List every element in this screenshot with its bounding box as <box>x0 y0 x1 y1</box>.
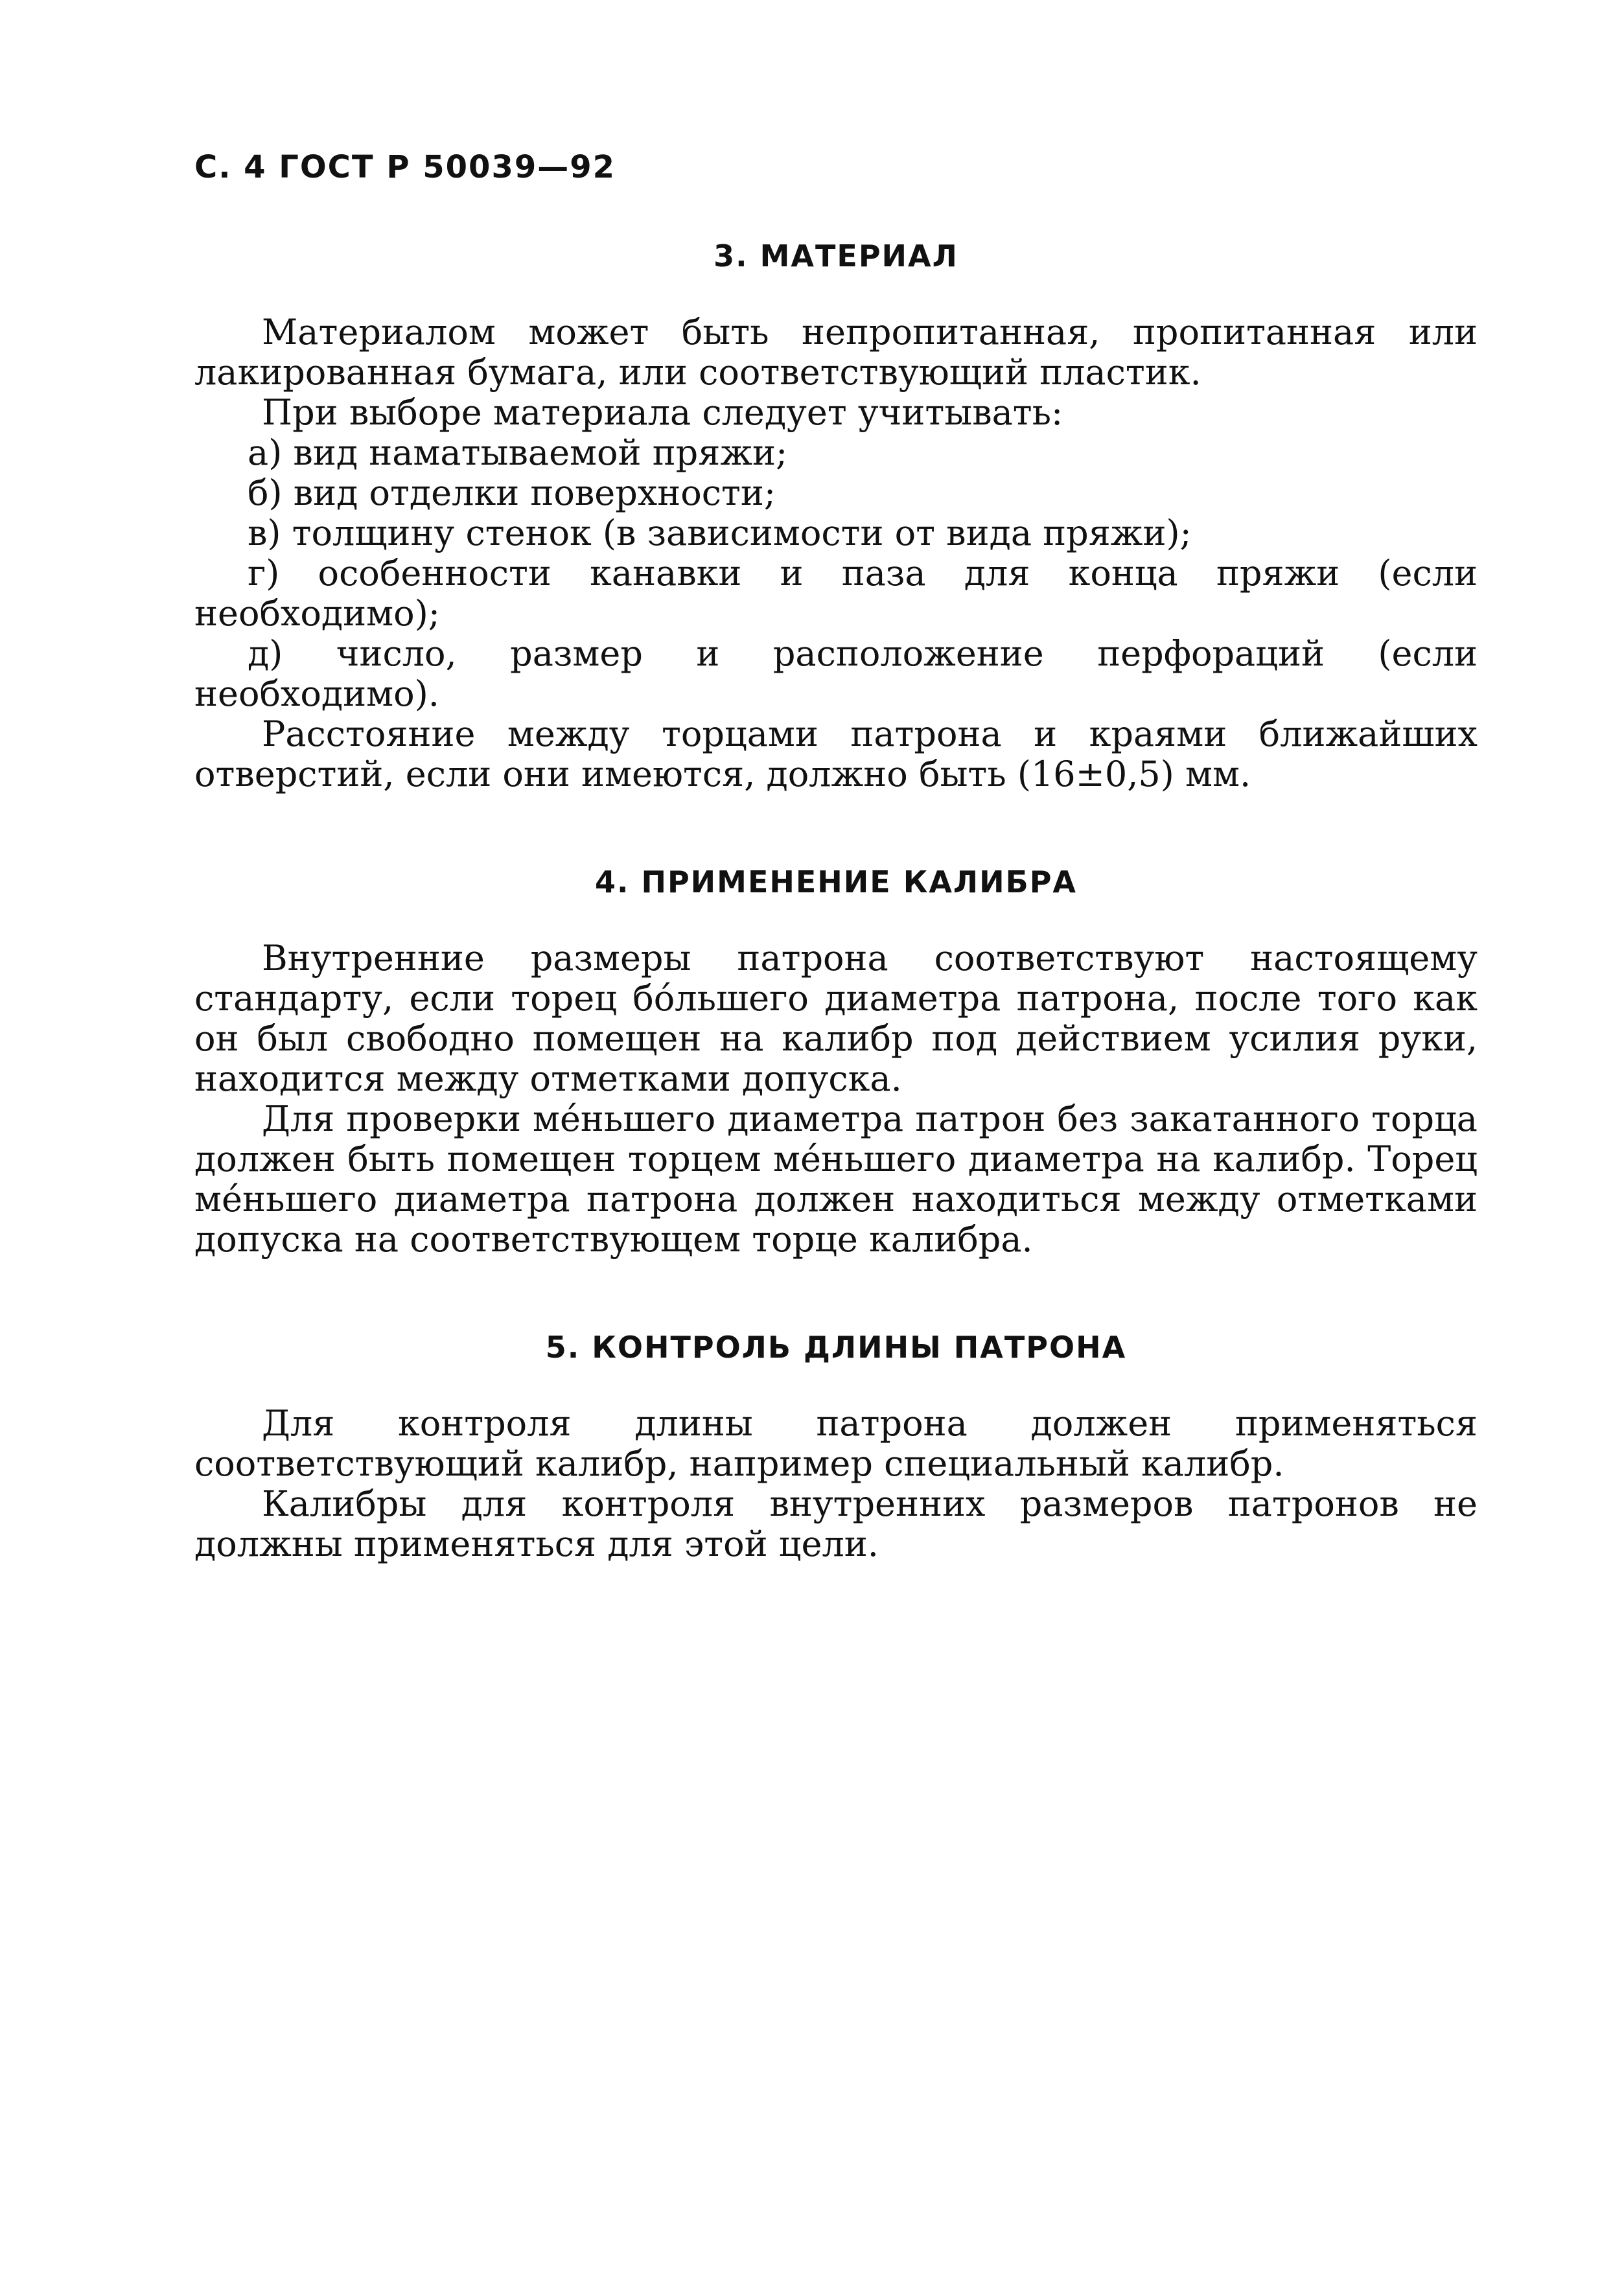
section-material <box>194 238 1478 794</box>
section-title: 5. КОНТРОЛЬ ДЛИНЫ ПАТРОНА <box>545 1330 1127 1365</box>
list-item: в) толщину стенок (в зависимости от вида пряжи); <box>248 513 1192 553</box>
section-gauge-application <box>194 864 1478 1260</box>
list-item: г) особенности канавки и паза для конца пряжи (если необходимо); <box>194 553 1478 634</box>
paragraph: Для проверки мéньшего диаметра патрон без закатанного торца должен быть помещен торцем мéньшего диаметра на калибр. Торец мéньшего диаметра патрона должен находиться между отметками допуска на соответствующем торце калибра. <box>194 1098 1478 1260</box>
section-title: 4. ПРИМЕНЕНИЕ КАЛИБРА <box>594 864 1078 899</box>
paragraph: При выборе материала следует учитывать: <box>262 392 1063 433</box>
running-head: С. 4 ГОСТ Р 50039—92 <box>194 149 616 185</box>
paragraph: Для контроля длины патрона должен применяться соответствующий калибр, например специальный калибр. <box>194 1403 1478 1484</box>
list-item: а) вид наматываемой пряжи; <box>248 432 788 473</box>
section-title: 3. МАТЕРИАЛ <box>713 238 958 273</box>
section-length-control <box>194 1330 1478 1564</box>
list-item: б) вид отделки поверхности; <box>248 472 776 513</box>
paragraph: Калибры для контроля внутренних размеров патронов не должны применяться для этой цели. <box>194 1483 1478 1564</box>
paragraph: Материалом может быть непропитанная, пропитанная или лакированная бумага, или соответствующий пластик. <box>194 312 1478 393</box>
list-item: д) число, размер и расположение перфораций (если необходимо). <box>194 633 1478 714</box>
paragraph: Расстояние между торцами патрона и краями ближайших отверстий, если они имеются, должно быть (16±0,5) мм. <box>194 713 1478 794</box>
document-page <box>194 149 1478 1564</box>
paragraph: Внутренние размеры патрона соответствуют настоящему стандарту, если торец бóльшего диаметра патрона, после того как он был свободно помещен на калибр под действием усилия руки, находится между отметками допуска. <box>194 938 1478 1099</box>
